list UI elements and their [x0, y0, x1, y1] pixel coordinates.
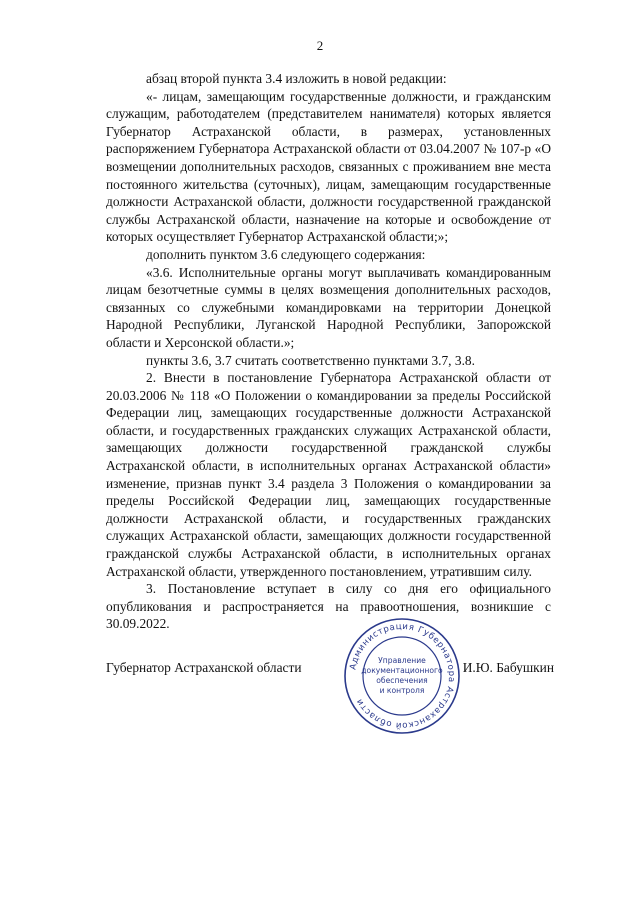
page-number: 2	[316, 38, 324, 53]
signatory-name: И.Ю. Бабушкин	[462, 660, 554, 675]
paragraph: 3. Постановление вступает в силу со дня его официального опубликования и распространяется на правоотношения, возникшие с 30.09.2022.	[106, 581, 551, 632]
signatory-title: Губернатор Астраханской области	[106, 660, 302, 675]
svg-text:и контроля: и контроля	[379, 686, 425, 695]
paragraph: абзац второй пункта 3.4 изложить в новой редакции:	[146, 71, 447, 86]
paragraph: 2. Внести в постановление Губернатора Астраханской области от 20.03.2006 № 118 «О Положении о командировании за пределы Российской Федерации лиц, замещающих государственные должности Астраханской области, и государственных гражданских служащих Астраханской области, замещающих должности государственной гражданской службы Астраханской области, в исполнительных органах Астраханской области» изменение, признав пункт 3.4 раздела 3 Положения о командировании за пределы Российской Федерации лиц, замещающих государственные должности Астраханской области, и государственных гражданских служащих Астраханской области, замещающих должности государственной гражданской службы Астраханской области, в исполнительных органах Астраханской области, утвержденного постановлением, утратившим силу.	[106, 370, 551, 579]
svg-text:Администрация Губернатора Астр: Администрация Губернатора Астраханской области	[348, 621, 457, 731]
svg-text:документационного: документационного	[361, 666, 443, 675]
document-body	[106, 70, 551, 633]
svg-text:Управление: Управление	[378, 656, 426, 665]
official-seal-stamp	[342, 616, 462, 736]
paragraph: дополнить пунктом 3.6 следующего содержания:	[146, 246, 426, 262]
paragraph: «- лицам, замещающим государственные должности, и гражданским служащим, работодателем (представителем нанимателя) которых является Губернатор Астраханской области, в размерах, установленных распоряжением Губернатора Астраханской области от 03.04.2007 № 107-р «О возмещении дополнительных расходов, связанных с проживанием вне места постоянного жительства (суточных), лицам, замещающим государственные должности Астраханской области, должности государственной гражданской службы Астраханской области, назначение на которые и освобождение от которых осуществляет Губернатор Астраханской области;»;	[106, 88, 551, 245]
paragraph: пункты 3.6, 3.7 считать соответственно пунктами 3.7, 3.8.	[146, 352, 475, 368]
svg-text:обеспечения: обеспечения	[376, 676, 428, 685]
paragraph: «3.6. Исполнительные органы могут выплачивать командированным лицам безотчетные суммы в целях возмещения дополнительных расходов, связанных со служебными командировками на территории Донецкой Народной Республики, Луганской Народной Республики, Запорожской области и Херсонской области.»;	[106, 264, 551, 350]
